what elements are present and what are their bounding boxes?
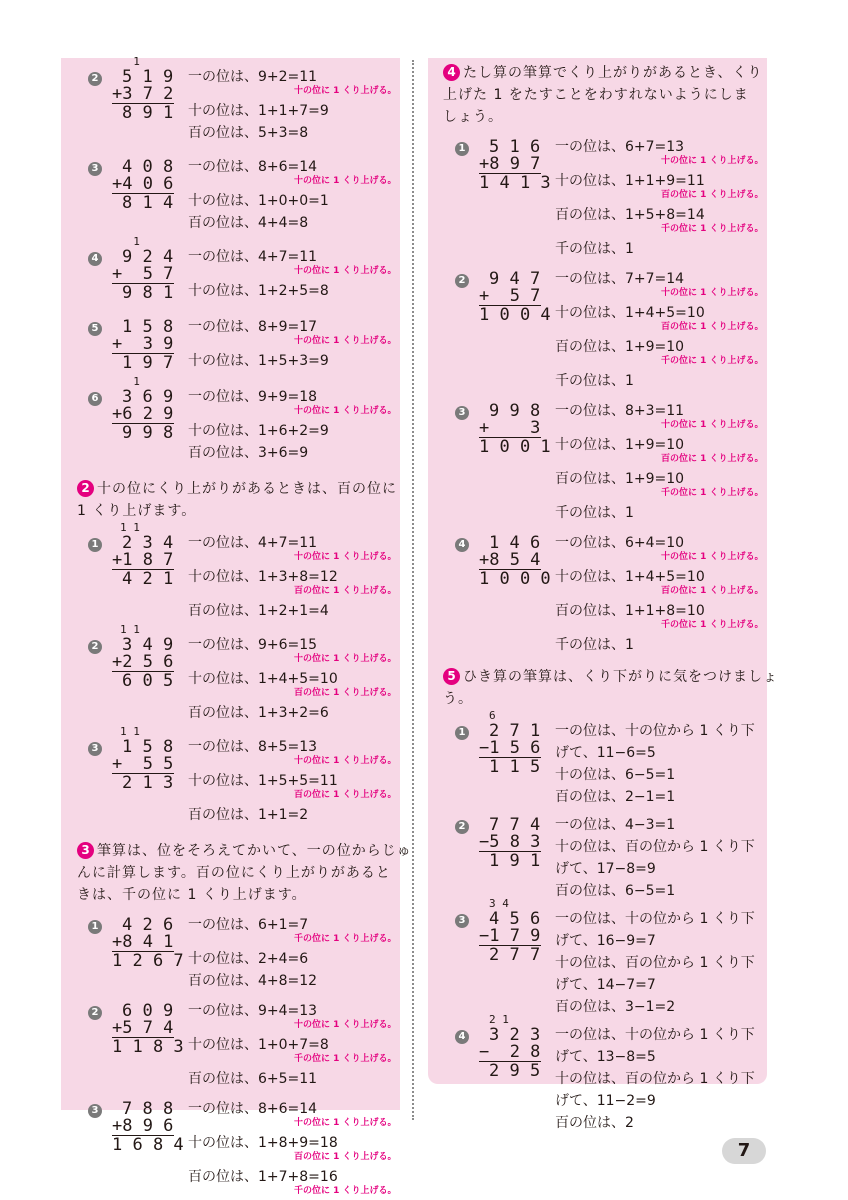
borrow-digits: 3 4: [489, 897, 509, 910]
carry-note: 十の位に 1 くり上げる。: [294, 1118, 397, 1128]
problem-number-icon: 2: [455, 820, 469, 834]
borrow-digits: 2 1: [489, 1013, 509, 1026]
problem-number-icon: 1: [455, 726, 469, 740]
explanation-line: 千の位は、1: [555, 637, 634, 653]
carry-note: 十の位に 1 くり上げる。: [294, 654, 397, 664]
top-number: 3 2 3: [489, 1025, 541, 1045]
explanation-line: 十の位は、1+5+5=11: [188, 773, 338, 789]
problem-number-icon: 3: [455, 406, 469, 420]
result-number: 1 0 0 0: [479, 569, 551, 589]
explanation-line: 十の位は、1+4+5=10: [555, 305, 705, 321]
carry-note: 十の位に 1 くり上げる。: [661, 420, 764, 430]
explanation-line: 十の位は、1+9=10: [555, 437, 685, 453]
explanation-line: 十の位は、1+6+2=9: [188, 423, 329, 439]
section-text: んに計算します。百の位にくり上がりがあると: [77, 865, 391, 881]
operand-number: −1 5 6: [479, 738, 541, 758]
explanation-line: 百の位は、2: [555, 1115, 634, 1131]
carry-note: 百の位に 1 くり上げる。: [294, 586, 397, 596]
section-text: 十の位にくり上がりがあるときは、百の位に: [97, 481, 397, 497]
explanation-line: 十の位は、1+1+7=9: [188, 103, 329, 119]
problem-number-icon: 3: [455, 914, 469, 928]
explanation-line: 一の位は、9+6=15: [188, 637, 318, 653]
explanation-line: 百の位は、4+8=12: [188, 973, 318, 989]
explanation-line: 十の位は、1+1+9=11: [555, 173, 705, 189]
carry-digits: 1: [120, 55, 140, 68]
section-text: ひき算の筆算は、くり下がりに気をつけましょ: [463, 669, 778, 685]
explanation-line: 一の位は、4+7=11: [188, 249, 318, 265]
explanation-line: 十の位は、6−5=1: [555, 767, 676, 783]
explanation-line: げて、16−9=7: [555, 933, 656, 949]
operand-number: +2 5 6: [112, 652, 174, 672]
section-text: 筆算は、位をそろえてかいて、一の位からじゅ: [97, 843, 412, 859]
operand-number: +8 9 7: [479, 154, 541, 174]
explanation-line: 一の位は、4+7=11: [188, 535, 318, 551]
carry-note: 十の位に 1 くり上げる。: [294, 552, 397, 562]
problem-number-icon: 4: [455, 1030, 469, 1044]
operand-number: + 5 7: [112, 264, 174, 284]
top-number: 3 4 9: [122, 635, 174, 655]
explanation-line: 一の位は、7+7=14: [555, 271, 685, 287]
carry-note: 百の位に 1 くり上げる。: [294, 1152, 397, 1162]
top-number: 4 5 6: [489, 909, 541, 929]
problem-number-icon: 2: [455, 274, 469, 288]
carry-note: 百の位に 1 くり上げる。: [661, 454, 764, 464]
result-number: 4 2 1: [122, 569, 174, 589]
explanation-line: 十の位は、1+0+7=8: [188, 1037, 329, 1053]
result-number: 1 1 8 3: [112, 1037, 184, 1057]
explanation-line: 百の位は、1+1+8=10: [555, 603, 705, 619]
explanation-line: 十の位は、1+3+8=12: [188, 569, 338, 585]
problem-number-icon: 2: [88, 1006, 102, 1020]
operand-number: + 3 9: [112, 334, 174, 354]
explanation-line: 一の位は、十の位から 1 くり下: [555, 723, 755, 739]
carry-note: 十の位に 1 くり上げる。: [661, 288, 764, 298]
explanation-line: 一の位は、8+6=14: [188, 1101, 318, 1117]
section-badge-5: 5: [443, 668, 460, 685]
result-number: 1 2 6 7: [112, 951, 184, 971]
explanation-line: 百の位は、1+9=10: [555, 339, 685, 355]
operand-number: − 2 8: [479, 1042, 541, 1062]
carry-digits: 1 1: [120, 725, 140, 738]
carry-digits: 1 1: [120, 521, 140, 534]
result-number: 8 9 1: [122, 103, 174, 123]
top-number: 1 5 8: [122, 317, 174, 337]
problem-number-icon: 3: [88, 742, 102, 756]
carry-note: 十の位に 1 くり上げる。: [661, 156, 764, 166]
explanation-line: 百の位は、5+3=8: [188, 125, 309, 141]
result-number: 9 8 1: [122, 283, 174, 303]
carry-note: 千の位に 1 くり上げる。: [294, 934, 397, 944]
section-badge-3: 3: [77, 842, 94, 859]
problem-number-icon: 6: [88, 392, 102, 406]
explanation-line: 千の位は、1: [555, 241, 634, 257]
operand-number: + 5 7: [479, 286, 541, 306]
result-number: 6 0 5: [122, 671, 174, 691]
explanation-line: 百の位は、1+7+8=16: [188, 1169, 338, 1185]
carry-note: 十の位に 1 くり上げる。: [294, 336, 397, 346]
explanation-line: 一の位は、9+2=11: [188, 69, 318, 85]
problem-number-icon: 5: [88, 322, 102, 336]
operand-number: +8 5 4: [479, 550, 541, 570]
explanation-line: げて、17−8=9: [555, 861, 656, 877]
explanation-line: 百の位は、6−5=1: [555, 883, 676, 899]
explanation-line: 一の位は、8+3=11: [555, 403, 685, 419]
result-number: 1 9 1: [489, 851, 541, 871]
carry-note: 十の位に 1 くり上げる。: [294, 86, 397, 96]
top-number: 1 4 6: [489, 533, 541, 553]
top-number: 7 8 8: [122, 1099, 174, 1119]
result-number: 1 1 5: [489, 757, 541, 777]
explanation-line: 百の位は、2−1=1: [555, 789, 676, 805]
explanation-line: 一の位は、8+6=14: [188, 159, 318, 175]
problem-number-icon: 2: [88, 72, 102, 86]
explanation-line: げて、13−8=5: [555, 1049, 656, 1065]
result-number: 2 7 7: [489, 945, 541, 965]
explanation-line: 千の位は、1: [555, 373, 634, 389]
carry-note: 百の位に 1 くり上げる。: [661, 586, 764, 596]
explanation-line: 百の位は、1+1=2: [188, 807, 309, 823]
explanation-line: 十の位は、百の位から 1 くり下: [555, 839, 755, 855]
result-number: 1 6 8 4: [112, 1135, 184, 1155]
explanation-line: 一の位は、6+1=7: [188, 917, 309, 933]
carry-note: 十の位に 1 くり上げる。: [294, 266, 397, 276]
problem-number-icon: 1: [88, 920, 102, 934]
result-number: 9 9 8: [122, 423, 174, 443]
top-number: 2 7 1: [489, 721, 541, 741]
section-text: しょう。: [443, 109, 503, 125]
explanation-line: 一の位は、4−3=1: [555, 817, 676, 833]
explanation-line: 百の位は、1+2+1=4: [188, 603, 329, 619]
operand-number: +8 9 6: [112, 1116, 174, 1136]
result-number: 8 1 4: [122, 193, 174, 213]
section-badge-2: 2: [77, 480, 94, 497]
explanation-line: 十の位は、百の位から 1 くり下: [555, 955, 755, 971]
column-divider: [412, 60, 414, 1120]
explanation-line: 十の位は、1+4+5=10: [188, 671, 338, 687]
top-number: 2 3 4: [122, 533, 174, 553]
top-number: 1 5 8: [122, 737, 174, 757]
operand-number: + 3: [479, 418, 541, 438]
explanation-line: 十の位は、百の位から 1 くり下: [555, 1071, 755, 1087]
explanation-line: 百の位は、4+4=8: [188, 215, 309, 231]
operand-number: +6 2 9: [112, 404, 174, 424]
carry-note: 十の位に 1 くり上げる。: [294, 756, 397, 766]
carry-note: 千の位に 1 くり上げる。: [661, 356, 764, 366]
problem-number-icon: 4: [455, 538, 469, 552]
result-number: 1 0 0 4: [479, 305, 551, 325]
section-text: 1 くり上げます。: [77, 503, 197, 519]
explanation-line: 十の位は、1+0+0=1: [188, 193, 329, 209]
carry-digits: 1 1: [120, 623, 140, 636]
explanation-line: 十の位は、1+2+5=8: [188, 283, 329, 299]
operand-number: −1 7 9: [479, 926, 541, 946]
carry-note: 百の位に 1 くり上げる。: [294, 688, 397, 698]
explanation-line: 千の位は、1: [555, 505, 634, 521]
problem-number-icon: 1: [88, 538, 102, 552]
explanation-line: 一の位は、9+4=13: [188, 1003, 318, 1019]
section-text: 上げた 1 をたすことをわすれないようにしま: [443, 87, 749, 103]
problem-number-icon: 1: [455, 142, 469, 156]
explanation-line: 一の位は、8+9=17: [188, 319, 318, 335]
operand-number: +1 8 7: [112, 550, 174, 570]
carry-note: 千の位に 1 くり上げる。: [294, 1054, 397, 1064]
explanation-line: 一の位は、6+4=10: [555, 535, 685, 551]
top-number: 4 2 6: [122, 915, 174, 935]
explanation-line: 百の位は、1+5+8=14: [555, 207, 705, 223]
carry-note: 百の位に 1 くり上げる。: [661, 190, 764, 200]
carry-digits: 1: [120, 235, 140, 248]
operand-number: +3 7 2: [112, 84, 174, 104]
section-text: たし算の筆算でくり上がりがあるとき、くり: [463, 65, 763, 81]
operand-number: +4 0 6: [112, 174, 174, 194]
explanation-line: 十の位は、1+4+5=10: [555, 569, 705, 585]
operand-number: +5 7 4: [112, 1018, 174, 1038]
section-text: う。: [443, 691, 473, 707]
top-number: 7 7 4: [489, 815, 541, 835]
operand-number: + 5 5: [112, 754, 174, 774]
explanation-line: 一の位は、6+7=13: [555, 139, 685, 155]
page-number: 7: [722, 1138, 766, 1164]
carry-note: 十の位に 1 くり上げる。: [661, 552, 764, 562]
top-number: 9 9 8: [489, 401, 541, 421]
top-number: 3 6 9: [122, 387, 174, 407]
result-number: 2 1 3: [122, 773, 174, 793]
top-number: 5 1 6: [489, 137, 541, 157]
problem-number-icon: 4: [88, 252, 102, 266]
carry-note: 十の位に 1 くり上げる。: [294, 176, 397, 186]
result-number: 1 4 1 3: [479, 173, 551, 193]
top-number: 9 2 4: [122, 247, 174, 267]
explanation-line: 一の位は、十の位から 1 くり下: [555, 911, 755, 927]
explanation-line: 一の位は、8+5=13: [188, 739, 318, 755]
explanation-line: 一の位は、9+9=18: [188, 389, 318, 405]
explanation-line: 一の位は、十の位から 1 くり下: [555, 1027, 755, 1043]
problem-number-icon: 3: [88, 162, 102, 176]
carry-note: 千の位に 1 くり上げる。: [661, 620, 764, 630]
carry-digits: 1: [120, 375, 140, 388]
top-number: 9 4 7: [489, 269, 541, 289]
carry-note: 十の位に 1 くり上げる。: [294, 406, 397, 416]
carry-note: 千の位に 1 くり上げる。: [661, 224, 764, 234]
explanation-line: 百の位は、3−1=2: [555, 999, 676, 1015]
explanation-line: 十の位は、2+4=6: [188, 951, 309, 967]
explanation-line: 百の位は、1+3+2=6: [188, 705, 329, 721]
explanation-line: げて、14−7=7: [555, 977, 656, 993]
problem-number-icon: 2: [88, 640, 102, 654]
explanation-line: げて、11−2=9: [555, 1093, 656, 1109]
top-number: 6 0 9: [122, 1001, 174, 1021]
problem-number-icon: 3: [88, 1104, 102, 1118]
borrow-digits: 6: [489, 709, 496, 722]
result-number: 1 0 0 1: [479, 437, 551, 457]
carry-note: 十の位に 1 くり上げる。: [294, 1020, 397, 1030]
carry-note: 百の位に 1 くり上げる。: [661, 322, 764, 332]
carry-note: 千の位に 1 くり上げる。: [294, 1186, 397, 1196]
carry-note: 千の位に 1 くり上げる。: [661, 488, 764, 498]
section-text: きは、千の位に 1 くり上げます。: [77, 887, 307, 903]
explanation-line: 百の位は、6+5=11: [188, 1071, 318, 1087]
top-number: 5 1 9: [122, 67, 174, 87]
explanation-line: 十の位は、1+5+3=9: [188, 353, 329, 369]
explanation-line: 十の位は、1+8+9=18: [188, 1135, 338, 1151]
carry-note: 百の位に 1 くり上げる。: [294, 790, 397, 800]
result-number: 1 9 7: [122, 353, 174, 373]
section-badge-4: 4: [443, 64, 460, 81]
operand-number: +8 4 1: [112, 932, 174, 952]
explanation-line: げて、11−6=5: [555, 745, 656, 761]
top-number: 4 0 8: [122, 157, 174, 177]
result-number: 2 9 5: [489, 1061, 541, 1081]
operand-number: −5 8 3: [479, 832, 541, 852]
explanation-line: 百の位は、3+6=9: [188, 445, 309, 461]
explanation-line: 百の位は、1+9=10: [555, 471, 685, 487]
